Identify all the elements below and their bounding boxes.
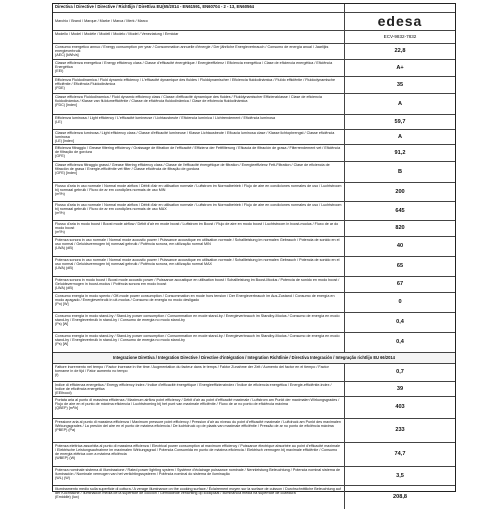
spec-value: 820 [395,225,405,232]
spec-label: Consumo energetico annuo / Energy consumption per year / Consommation annuelle d'énergie / Der jährliche Energieverbrauch / Consumo de energía anual / Jaarlijks energieverbruik (AEC) [kWh/a] [53,44,345,59]
spec-label: Efficienza Fluidodinamica / Fluid dynamic efficiency / L'efficacité dynamique des fluides / Fluiddynamischer / Eficiencia fluidodinámica / Fluïdo efficiëntie / Fluidodynamische efficiëntie / Eficiência Fluidodinâmica (FDE) [53,77,345,93]
spec-row [53,333,455,353]
directive-label: Directiva / Directive / Directive / Richtlijn / Direttiva EU(65/2014 - EN61591, EN60704 - 2 - 13, EN60564 [53,4,345,12]
spec-row [53,382,455,397]
spec-row [53,162,455,183]
spec-label: Classe efficienza filtraggio grassi / Grease filtering efficiency class / Classe de l'efficacité énergétique de filtration / Energieeffizienz Fett-Filtration / Clase de eficiencia de filtración de grasa / Energie-efficiëntie vet filter / Classe eficiência de filtração de gordura (GFE) [index] [53,162,345,182]
energy-data-sheet [52,3,456,501]
spec-label: Efficienza luminosa / Light efficiency / L'efficacité lumineuse / Lichtausbeute / Eficiencia lumínica / Lichtrendement / Eficiência luminosa (LE) [53,115,345,129]
spec-value: 65 [396,263,404,270]
spec-label: Potenza nominale sistema di illuminazione / Rated power lighting system / Système d'éclairage puissance nominale / Nennleistung Beleuchtung / Potencia nominal sistema de iluminación / Nominale vermogen van het verlichtingssysteem / Potência nominal do sistema de iluminação (WL) (W) [53,467,345,485]
spec-label: Indice di efficienza energetica / Energy efficiency index / Indice d'efficacité énergétique / Energieeffizienzindex / Índice de eficiencia energética / Energie-efficiëntie-index / Índice de eficiência energética (EEIhood) [53,382,345,396]
spec-row [53,277,455,293]
spec-value: 233 [395,427,405,434]
spec-label: Potenza sonora in modo boost / Boost mode acoustic power / Puissance acoustique en utilisation boost / Schallleistung im Boost-Modus / Potencia de sonido en modo boost / Geluidsvermogen in boost-modus / Potência sonora em modo boost (LWA) (dB) [53,277,345,292]
spec-label: Flusso d'aria in modo boost / Boost mode airflow / Débit d'air en mode boost / Luftstrom im Boost / Flujo de aire en modo boost / Luchtstroom in boost-modus / Fluxo de ar do modo boost (m³/h) [53,221,345,236]
spec-value: 59,7 [394,118,406,125]
spec-label: Flusso d'aria in uso normale / Normal mode airflow / Débit d'air en utilisation normale / Luftstrom im Normalbetrieb / Flujo de aire en condiciones normales de uso / Luchtstroom bij normaal gebruik / Fluxo de ar em condições normais de uso MAX (m³/h) [53,202,345,220]
spec-value: 35 [396,81,404,88]
model-label: Modello / Model / Modèle / Modell / Modelo / Model / Veneziatung / Ermiciar [53,31,345,43]
spec-value: 200 [395,188,405,195]
spec-value: 0,4 [396,319,404,326]
spec-row [53,94,455,115]
spec-row [53,486,455,509]
spec-value: 645 [395,207,405,214]
spec-row [53,202,455,221]
brand-label: Marchio / Brand / Marque / Marke / Marca / Merk / Marco [53,13,345,30]
spec-label: Fattore incremento nel tempo / Factor increase in the time / Augmentation du facteur dans le temps / Faktor Zunahme der Zeit / Aumento del factor en el tiempo / Factor toename in de tijd / Fator aumento no tempo (f) [53,364,345,381]
spec-label: Efficienza filtraggio / Grease filtering efficiency / Graissage de filtration de l'efficacité / Effizienz der Fettfilterung / Eficacia de filtración de grasa / Filterrendement vet / Eficiência de filtração de gordura (GFE) [53,145,345,161]
spec-value: A [397,100,403,107]
spec-value: A+ [396,64,404,71]
spec-label: Classe efficienza Fluidodinamica / Fluid dynamic efficiency class / Classe d'efficacité dynamique des fluides / Fluiddynamischer Effizienzklasse / Clase de eficiencia fluidodinámica / Klasse van fluïdumefficiëntie / Classe de eficiência fluidodinâmica / Clase de eficiencia fluidodinámica (FDC) [index] [53,94,345,114]
spec-row [53,467,455,486]
spec-label: Potenza sonora in uso normale / Normal mode acoustic power / Puissance acoustique en utilisation normale / Schallleistung im normalen Gebrauch / Potencia de sonido en el uso normal / Geluidsvermogen bij normaal gebruik / Potência sonora, em utilização normal MAX (LWA) (dB) [53,257,345,276]
spec-row [53,115,455,130]
spec-row [53,293,455,313]
spec-value: 22,8 [394,48,406,55]
directive-row [53,4,455,13]
spec-row [53,77,455,94]
spec-label: Consumo energia in modo spento / Off-mode power consumption / Consommation en mode hors tension / Der Energieverbrauch im Aus-Zustand / Consumo de energía en modo apagado / Energieverbruik in uit-modus / Consumo de energia no modo desligado (Po) [W] [53,293,345,312]
spec-value: 0,4 [396,339,404,346]
spec-row [53,130,455,145]
spec-rows [53,44,455,509]
spec-row [53,221,455,237]
spec-value: 3,5 [396,472,404,479]
spec-row [53,60,455,77]
model-value: ECV-9832-7832 [383,33,417,39]
spec-row [53,183,455,202]
spec-value: 74,7 [394,451,406,458]
spec-row [53,364,455,382]
spec-row [53,257,455,277]
spec-row [53,237,455,257]
spec-label: Flusso d'aria in uso normale / Normal mode airflow / Débit d'air en utilisation normale / Luftstrom im Normalbetrieb / Flujo de aire en condiciones normales de uso / Luchtstroom bij normaal gebruik / Fluxo de ar em condições normais de uso MIN (m³/h) [53,183,345,201]
model-row [53,31,455,44]
spec-label: Consumo energia in modo stand-by / Stand-by power consumption / Consommation en mode stand-by / Energieverbrauch im Standby-Modus / Consumo de energía en modo stand-by / Energieverbruik in stand-by / Consumo de energia no modo stand-by (Ps) [W] [53,313,345,332]
spec-value: A [397,133,403,140]
spec-value: 0 [398,299,402,306]
spec-value: 67 [396,281,404,288]
brand-row [53,13,455,31]
spec-row [53,313,455,333]
spec-label: Pressione aria al punto di massima efficienza / Maximum pressure point efficiency / Pression d'air au niveau du point d'efficacité maximale / Luftdruck am Punkt des maximalen Wirkungsgrades / La presión del aire en el punto de máxima eficiencia / De luchtdruck op de plaats van maximale efficiëntie / Pressão de ar no ponto de eficiência máxima (PBEP) (Pa) [53,419,345,442]
spec-label: Consumo energia in modo stand-by / Stand-by power consumption / Consommation en mode stand-by / Energieverbrauch im Standby-Modus / Consumo de energía en modo stand-by / Energieverbruik in stand-by / Consumo de energia no modo stand-by (Ps) [W] [53,333,345,352]
spec-label: Classe efficienza energetica / Energy efficiency class / Classe d'efficacité énergétique / Energieeffizienz / Eficiencia energética / Clase de eficiencia energética / Eficiência Energética (EEI) [53,60,345,76]
spec-label: Portata aria al punto di massima efficienza / Maximum airflow point efficiency / Débit d'air au point d'efficacité maximale / Luftstrom am Punkt der maximalen Wirkungsgrades / Flujo de aire en el punto de máxima eficiencia / Luchtstroming bij het punt van maximale efficiëntie / Fluxo de ar no ponto de eficiência máxima (QBEP) [m³/h] [53,397,345,418]
spec-label: Classe efficienza luminosa / Light efficiency class / Classe d'efficacité lumineuse / Klasse Lichtausbeute / Eficacia luminosa clase / Klasse lichtopbrengst / Classe eficiência luminosa (LE) [index] [53,130,345,144]
section-heading: Integrazione Direttiva / Integration Directive / Directive d'intégration / Integration Richtlinie / Directiva Integración / Integração richtlijn EU 66/2014 [53,353,455,364]
spec-label: Illuminamento medio sulla superficie di cottura / A verage illuminance on the cooking surface / Éclairement moyen sur la surface de cuisson / Durchschnittliche Beleuchtung auf der Kochfläche / Iluminación media de la superficie de cocción / Gemiddelde verlichting op kookplaat / Iluminância média na superfície de cozedura (Emiddle) (lux) [53,486,345,509]
spec-value: 39 [396,385,404,392]
spec-row [53,44,455,60]
brand-logo: edesa [377,13,423,30]
spec-row [53,145,455,162]
spec-value: 91,2 [394,149,406,156]
spec-value: 0,7 [396,369,404,376]
spec-label: Potenza sonora in uso normale / Normal mode acoustic power / Puissance acoustique en utilisation normale / Schallleistung im normalen Gebrauch / Potencia de sonido en el uso normal / Geluidsvermogen bij normaal gebruik / Potência sonora, em utilização normal MIN (LWA) (dB) [53,237,345,256]
spec-value: 208,8 [393,494,407,501]
spec-row [53,419,455,443]
spec-row [53,397,455,419]
spec-row [53,443,455,467]
spec-label: Potenza elettrica assorbita al punto di massima efficienza / Electrical power consumption at maximum efficiency / Puissance électrique absorbée au point d'efficacité maximale / Elektrische Leistungsaufnahme im maximalen Wirkungsgrad / Potencia Consumida en punto de máxima eficiencia / Elektrisch vermogen bij maximale efficiëntie / Consumo de energia elétrica com a máxima eficiência (WBEP) (W) [53,443,345,466]
spec-value: 40 [396,243,404,250]
directive-value [345,4,455,12]
spec-value: B [397,168,403,175]
spec-value: 403 [395,404,405,411]
